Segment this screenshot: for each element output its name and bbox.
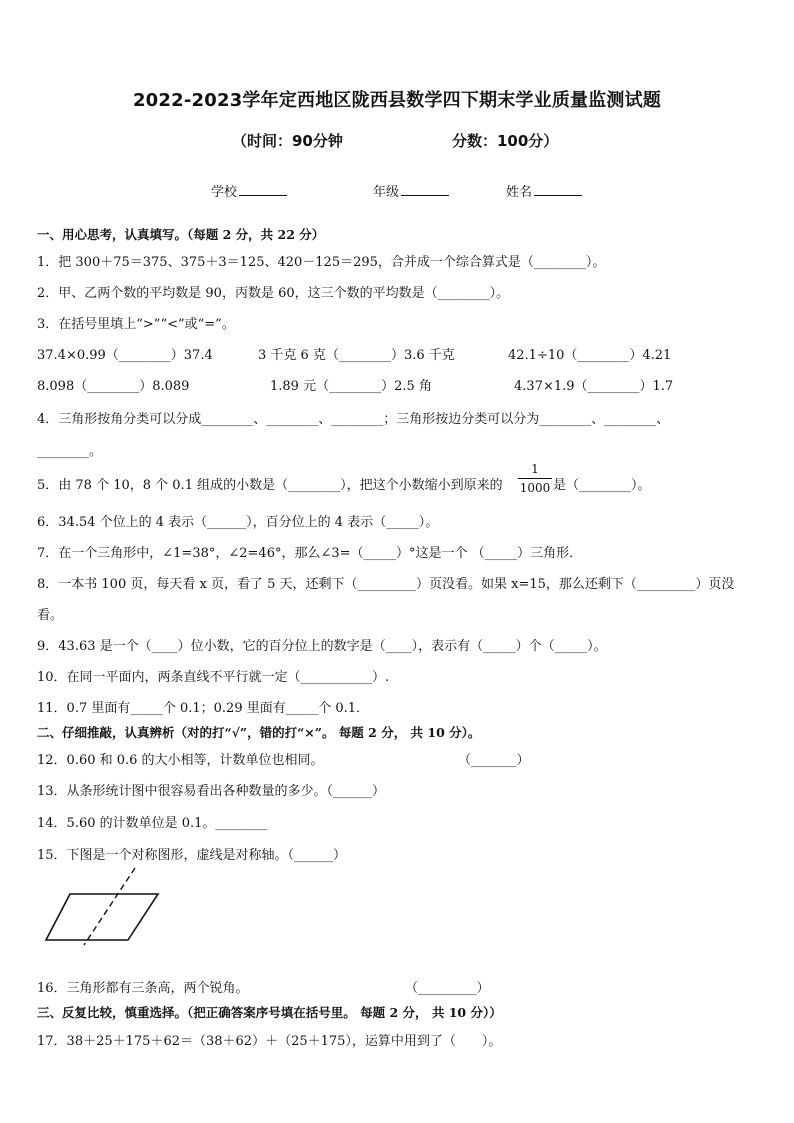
question-3-item-a: 37.4×0.99（________）37.4 xyxy=(37,348,213,363)
question-3-item-e: 1.89 元（________）2.5 角 xyxy=(270,379,432,394)
question-12-answer: （_______） xyxy=(458,753,530,768)
question-16: 16．三角形都有三条高，两个锐角。 xyxy=(37,981,249,996)
question-9: 9．43.63 是一个（____）位小数，它的百分位上的数字是（____），表示有（_____）个（_____）。 xyxy=(37,639,607,654)
question-15: 15．下图是一个对称图形，虚线是对称轴。（______） xyxy=(37,848,347,863)
question-7: 7．在一个三角形中，∠1=38°，∠2=46°，那么∠3=（_____）°这是一个 （_____）三角形． xyxy=(37,546,583,561)
fraction-numerator: 1 xyxy=(531,462,539,476)
fraction-bar xyxy=(518,478,552,479)
question-8-continued: 看。 xyxy=(37,608,64,623)
question-10: 10．在同一平面内，两条直线不平行就一定（___________）. xyxy=(37,670,390,685)
question-3: 3．在括号里填上“>”“<”或“=”。 xyxy=(37,317,235,332)
question-4-continued: ________。 xyxy=(37,444,103,459)
grade-label: 年级 xyxy=(373,185,400,200)
page-title: 2022-2023学年定西地区陇西县数学四下期末学业质量监测试题 xyxy=(132,90,662,111)
question-1: 1．把 300＋75＝375、375＋3＝125、420－125＝295，合并成一个综合算式是（________）。 xyxy=(37,255,606,270)
question-3-item-f: 4.37×1.9（________）1.7 xyxy=(514,379,674,394)
question-4: 4．三角形按角分类可以分成________、________、________；三角形按边分类可以分为________、________、 xyxy=(37,412,670,427)
question-2: 2．甲、乙两个数的平均数是 90，丙数是 60，这三个数的平均数是（________）。 xyxy=(37,286,510,301)
name-label: 姓名 xyxy=(506,185,533,200)
section-2-heading: 二、仔细推敲，认真辨析（对的打“√”，错的打“×”。 每题 2 分， 共 10 分）。 xyxy=(37,725,481,740)
school-label: 学校 xyxy=(211,185,238,200)
section-3-heading: 三、反复比较，慎重选择。（把正确答案序号填在括号里。 每题 2 分， 共 10 分）） xyxy=(37,1005,502,1020)
question-8: 8．一本书 100 页，每天看 x 页，看了 5 天，还剩下（_________）页没看。如果 x=15，那么还剩下（_________）页没 xyxy=(37,577,735,592)
question-5: 5．由 78 个 10，8 个 0.1 组成的小数是（________），把这个小数缩小到原来的 xyxy=(37,478,503,493)
school-field xyxy=(211,181,287,200)
section-1-heading: 一、用心思考，认真填写。（每题 2 分，共 22 分） xyxy=(37,227,325,242)
question-11: 11．0.7 里面有_____个 0.1；0.29 里面有_____个 0.1． xyxy=(37,701,370,716)
parallelogram-figure xyxy=(40,864,170,946)
name-blank xyxy=(534,183,582,196)
question-3-item-c: 42.1÷10（________）4.21 xyxy=(508,348,672,363)
question-3-item-b: 3 千克 6 克（________）3.6 千克 xyxy=(258,348,455,363)
name-field xyxy=(506,181,582,200)
school-blank xyxy=(239,183,287,196)
question-14: 14．5.60 的计数单位是 0.1。________ xyxy=(37,816,268,831)
fraction-denominator: 1000 xyxy=(519,481,551,495)
fraction-one-thousandth xyxy=(518,462,552,495)
question-3-item-d: 8.098（________）8.089 xyxy=(37,379,190,394)
question-12: 12．0.60 和 0.6 的大小相等，计数单位也相同。 xyxy=(37,753,324,768)
exam-time: （时间：90分钟 xyxy=(232,132,343,150)
question-6: 6．34.54 个位上的 4 表示（______），百分位上的 4 表示（_____）。 xyxy=(37,515,439,530)
exam-score: 分数：100分） xyxy=(452,132,559,150)
parallelogram-shape xyxy=(46,894,158,940)
question-13: 13．从条形统计图中很容易看出各种数量的多少。（______） xyxy=(37,784,386,799)
question-16-answer: （_________） xyxy=(405,981,490,996)
grade-field xyxy=(373,181,449,200)
symmetry-axis xyxy=(84,868,135,945)
question-17: 17．38＋25＋175＋62＝（38＋62）＋（25＋175），运算中用到了（ ）。 xyxy=(37,1034,502,1049)
question-5-end: 是（________）。 xyxy=(553,478,651,493)
grade-blank xyxy=(401,183,449,196)
